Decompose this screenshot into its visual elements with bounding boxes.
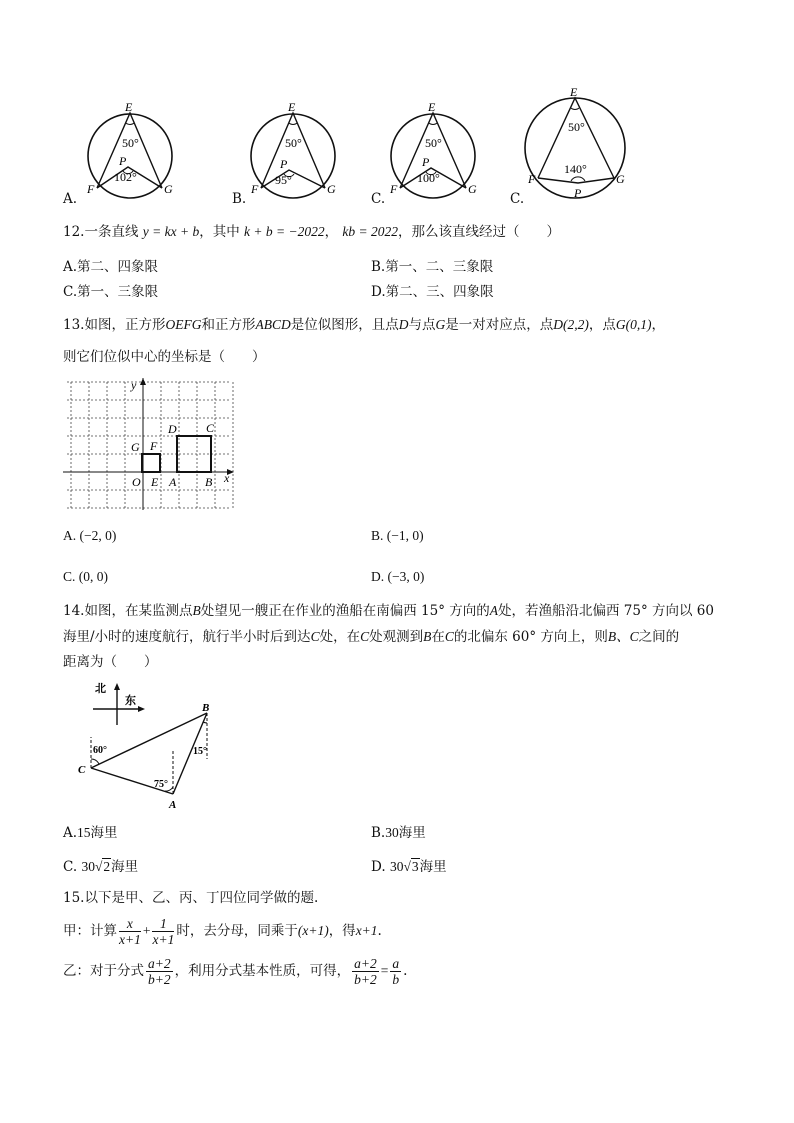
label-15: 15° <box>193 746 207 757</box>
angle-p-value: 95° <box>275 173 292 187</box>
angle-e-value: 50° <box>425 136 442 150</box>
segment-cb <box>91 713 207 768</box>
label-g: G <box>131 440 140 454</box>
fraction: $\frac{1}{x+1}$ <box>152 915 175 947</box>
sqrt-radicand: 2 <box>103 859 111 874</box>
fraction: $\frac{x}{x+1}$ <box>119 915 141 947</box>
angle-p-value: 102° <box>114 170 137 184</box>
q12-option-b: B.第一、二、三象限 <box>371 259 494 275</box>
q12-stem: 12.一条直线 y = kx + b，其中 k + b = −2022， kb = 2022，那么该直线经过（ ） <box>63 224 561 240</box>
option-label: C. <box>371 191 386 207</box>
arc-60 <box>91 759 99 764</box>
label-e: E <box>288 100 296 114</box>
label-e: E <box>151 475 159 489</box>
label-75: 75° <box>154 779 168 790</box>
compass-north-arrow <box>114 683 120 690</box>
label-d: D <box>168 422 177 436</box>
label-g: G <box>327 182 336 196</box>
q13-option-a: A. (−2, 0) <box>63 528 117 543</box>
q14-stem-line3: 距离为（ ） <box>63 654 158 670</box>
q14-option-c: C. 30√2海里 <box>63 859 139 875</box>
angle-e-value: 50° <box>122 136 139 150</box>
label-p: P <box>280 157 288 171</box>
label-p: P <box>574 186 582 200</box>
label-b: B <box>202 702 210 714</box>
fraction: $\frac{a+2}{b+2}$ <box>354 955 377 987</box>
label-east: 东 <box>125 695 136 707</box>
q14-stem-line2: 海里/小时的速度航行，航行半小时后到达C处，在C处观测到B在C的北偏东 60° 方向上，则B、C之间的 <box>63 629 680 645</box>
q13-stem-line2: 则它们位似中心的坐标是（ ） <box>63 349 266 365</box>
q13-stem-line1: 13.如图，正方形OEFG和正方形ABCD是位似图形，且点D与点G是一对对应点，点D(2,2)，点G(0,1)， <box>63 317 665 333</box>
label-e: E <box>125 100 133 114</box>
circle-outline <box>251 114 335 198</box>
square-abcd <box>177 436 211 472</box>
q14-option-b: B.30海里 <box>371 825 426 841</box>
grid-figure <box>63 378 235 510</box>
fraction: $\frac{a+2}{b+2}$ <box>148 955 171 987</box>
navigation-figure <box>75 677 225 812</box>
label-g: G <box>164 182 173 196</box>
label-x: x <box>224 471 230 485</box>
label-f: F <box>251 182 259 196</box>
arc-e <box>126 123 134 125</box>
label-p: P <box>119 154 127 168</box>
q12-option-d: D.第二、三、四象限 <box>371 284 494 300</box>
inscribed-angle-e <box>261 113 325 188</box>
q13-option-d: D. (−3, 0) <box>371 569 425 584</box>
square-oefg <box>142 454 160 472</box>
q15-yi: 乙：对于分式 $\frac{a+2}{b+2}$ ，利用分式基本性质，可得， $\frac{a+2}{b+2}$ = $\frac{a}{b}$ . <box>63 955 408 987</box>
sqrt-radicand: 3 <box>411 859 419 874</box>
label-f: F <box>390 182 398 196</box>
option-label: C. <box>510 191 525 207</box>
option-label: B. <box>232 191 247 207</box>
label-p: P <box>422 155 430 169</box>
y-axis-arrow <box>140 378 146 385</box>
label-e: E <box>428 100 436 114</box>
q12-option-c: C.第一、三象限 <box>63 284 159 300</box>
label-y: y <box>131 378 137 392</box>
label-b: B <box>205 475 213 489</box>
label-c: C <box>206 421 215 435</box>
label-60: 60° <box>93 745 107 756</box>
label-c: C <box>78 764 86 776</box>
label-a: A <box>169 799 177 811</box>
label-e: E <box>570 85 578 99</box>
q14-stem-line1: 14.如图，在某监测点B处望见一艘正在作业的渔船在南偏西 15° 方向的A处，若渔船沿北偏西 75° 方向以 60 <box>63 603 714 619</box>
label-g: G <box>468 182 477 196</box>
angle-p-value: 100° <box>417 171 440 185</box>
q14-option-a: A.15海里 <box>63 825 118 841</box>
q15-jia: 甲：计算 $\frac{x}{x+1}$ + $\frac{1}{x+1}$ 时，去分母，同乘于 (x+1) ，得 x+1 . <box>63 915 382 947</box>
label-north: 北 <box>95 683 106 695</box>
arc-p <box>571 177 585 181</box>
arc-e <box>571 108 579 110</box>
q13-option-c: C. (0, 0) <box>63 569 108 584</box>
label-g: G <box>616 172 625 186</box>
label-o: O <box>132 475 141 489</box>
option-label: A. <box>63 191 78 207</box>
angle-p <box>261 170 325 188</box>
fraction: $\frac{a}{b}$ <box>392 955 400 987</box>
circle-diagrams <box>0 0 794 215</box>
label-a: A <box>169 475 177 489</box>
angle-e-value: 50° <box>568 120 585 134</box>
q15-intro: 15.以下是甲、乙、丙、丁四位同学做的题. <box>63 890 319 906</box>
angle-e-value: 50° <box>285 136 302 150</box>
q14-option-d: D. 30√3海里 <box>371 859 447 875</box>
arc-e <box>289 123 297 125</box>
q12-option-a: A.第二、四象限 <box>63 259 159 275</box>
label-f: F <box>87 182 95 196</box>
q13-option-b: B. (−1, 0) <box>371 528 424 543</box>
angle-p <box>538 178 614 183</box>
arc-e <box>429 123 437 125</box>
compass-east-arrow <box>138 706 145 712</box>
angle-p-value: 140° <box>564 162 587 176</box>
label-f: F <box>150 439 158 453</box>
label-f: F <box>528 172 536 186</box>
